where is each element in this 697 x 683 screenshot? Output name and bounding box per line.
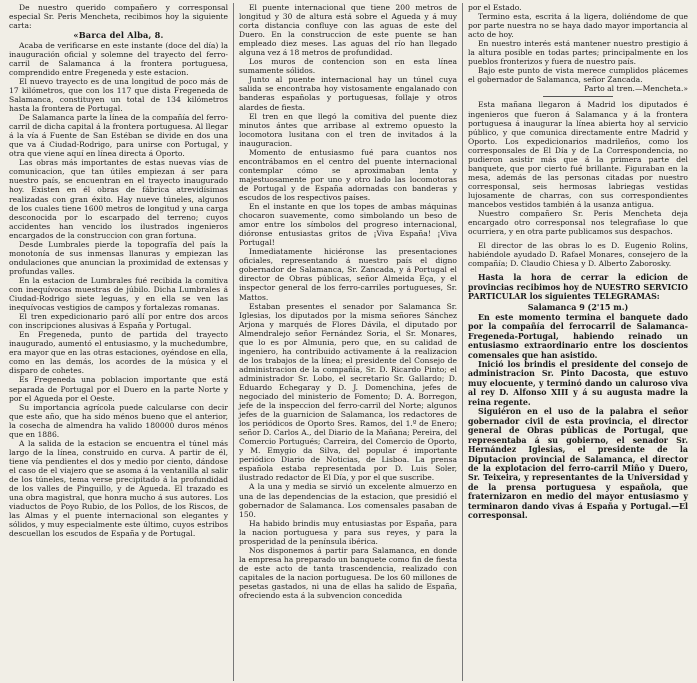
article-paragraph: El director de las obras lo es D. Eugenio Rolins, habiéndole ayudado D. Rafael Monares, consejero de la compañía; D. Claudio Chiesa y D. Alberto Zaborosky. — [468, 241, 688, 269]
article-paragraph: por el Estado. — [468, 3, 522, 12]
letter-dateline: «Barca del Alba, 8. — [73, 30, 164, 41]
intro-paragraph: De nuestro querido compañero y corresponsal especial Sr. Peris Mencheta, recibimos hoy la siguiente carta: — [9, 3, 228, 31]
article-paragraph: Nuestro compañero Sr. Peris Mencheta deja encargado otro corresponsal nos telegrafiase lo que ocurriera, y en otra parte publicamos sus despachos. — [468, 209, 688, 237]
column-2 — [233, 3, 462, 681]
article-paragraph: En el instante en que los topes de ambas máquinas chocaron suavemente, como simbolando un beso de amor entre los símbolos del progreso internacional, dióronse entusiastas gritos de ¡Viva España! ¡Viva Portugal! — [239, 202, 457, 248]
section-divider — [543, 96, 613, 97]
article-paragraph: Acaba de verificarse en este instante (doce del día) la inauguración oficial y solemne del trayecto del ferro-carril de Salamanca á la frontera portuguesa, comprendido entre Fregeneda y este estacion. — [9, 40, 228, 77]
article-paragraph: Junto al puente internacional hay un túnel cuya salida se encontraba hoy vistosamente engalanado con banderas españolas y portuguesas, follaje y otros alardes de fiesta. — [239, 75, 457, 112]
telegram-dateline: Salamanca 9 (2'15 m.) — [527, 301, 629, 312]
article-paragraph: Esta mañana llegaron á Madrid los diputados é ingenieros que fueron á Salamanca y á la frontera portuguesa á inaugurar la línea abierta hoy al servicio público, y que comunica directamente entre Madrid y Oporto. Los expedicionarios madrileños, como los corresponsales de El Día y de La Correspondencia, no pudieron asistir más que á la primera parte del banquete, que por cierto fué brillante. Figuraban en la mesa, además de las personas citadas por nuestro corresponsal, seis hermosas labriegas vestidas lujosamente de charras, con sus correspondientes mancebos vestidos también á la usanza antigua. — [468, 100, 688, 209]
article-paragraph: A la salida de la estacion se encuentra el túnel más largo de la línea, construido en curva. A partir de él, tiene vía pendientes el dos y medio por ciento, dándose el caso de el viajero que se asoma á la ventanilla al salir de los túneles, tema verse precipitado á la profundidad de los valles de Pinguillo, y de Agueda. El trazado es una obra magistral, que honra mucho á sus autores. Los viaductos de Poyo Rubio, de los Pollos, de los Riscos, de las Almas y el puente internacional son elegantes y sólidos, y muy especialmente este último, cuyos estribos descuellan los escudos de España y de Portugal. — [9, 438, 228, 539]
article-paragraph: Desde Lumbrales pierde la topografía del país la monotonía de sus inmensas llanuras y empiezan las ondulaciones que anuncian la proximidad de extensas y profundas valles. — [9, 239, 228, 276]
telegram-paragraph: Inició los brindis el presidente del consejo de administracion Sr. Pinto Dacosta, que estuvo muy elocuente, y terminó dando un caluroso viva al rey D. Alfonso XIII y á su augusta madre la reina regente. — [468, 359, 688, 407]
article-paragraph: Momento de entusiasmo fué para cuantos nos encontrábamos en el centro del puente internacional contemplar cómo se aproximaban lenta y majestuosamente por uno y otro lado las locomotoras de Portugal y de España adornadas con banderas y escudos de los respectivos países. — [239, 147, 457, 202]
column-1 — [4, 3, 233, 681]
article-paragraph: De Salamanca parte la línea de la compañía del ferro-carril de dicha capital á la frontera portuguesa. Al llegar á la vía á Fuente de San Estéban se divide en dos una que va á Ciudad-Rodrigo, para unirse con Portugal, y otra que viene aquí en línea directa á Oporto. — [9, 113, 228, 159]
article-paragraph: En Fregeneda, punto de partida del trayecto inaugurado, aumentó el entusiasmo, y la muchedumbre, era mayor que en las otras estaciones, oyéndose en ella, como en las demás, los acordes de la música y el disparo de cohetes. — [9, 330, 228, 376]
article-paragraph: Ha habido brindis muy entusiastas por España, para la nacion portuguesa y para sus reyes, y para la prosperidad de la península ibérica. — [239, 518, 457, 546]
article-paragraph: Las obras más importantes de estas nuevas vías de comunicacion, que tan útiles empiezan á ser para nuestro país, se encuentran en el trayecto inaugurado hoy. Existen en él obras de fábrica atrevidísimas realizadas con gran éxito. Hay nueve túneles, algunos de los cuales tiene 1600 metros de longitud y una carga desconocida por lo escarpado del terreno; cuyos accidentes han vencido los ilustrados ingenieros encargados de la construccion con gran fortuna. — [9, 158, 228, 240]
telegram-paragraph: En este momento termina el banquete dado por la compañía del ferrocarril de Salamanca-Fregeneda-Portugal, habiendo reinado un entusiasmo extraordinario entre los doscientos comensales que han asistido. — [468, 312, 688, 360]
article-paragraph: En nuestro interés está mantener nuestro prestigio á la altura posible en todas partes; principalmente en los pueblos fronterizos y fuera de nuestro país. — [468, 39, 688, 67]
article-paragraph: En la estacion de Lumbrales fué recibida la comitiva con inequívocas muestras de júbilo. Dicha Lumbrales á Ciudad-Rodrigo siete leguas, y en ella se ven las inequívocas vestigios de campos y fortalezas romanas. — [9, 275, 228, 313]
article-paragraph: Termino esta, escrita á la ligera, doliéndome de que por parte nuestra no se haya dado mayor importancia al acto de hoy. — [468, 12, 688, 40]
telegram-paragraph: Siguiéron en el uso de la palabra el señor gobernador civil de esta provincia, el director general de Obras públicas de Portugal, que representaba á su gobierno, el senador Sr. Hernández Iglesias, el presidente de la Diputacion provincial de Salamanca, el director de la explotacion del ferro-carril Miño y Duero, Sr. Teixeira, y representantes de la Universidad y de la prensa portuguesa y española, que fraternizaron en medio del mayor entusiasmo y terminaron dando vivas á España y Portugal.—El corresponsal. — [468, 407, 688, 521]
column-3 — [462, 3, 693, 681]
article-paragraph: El nuevo trayecto es de una longitud de poco más de 17 kilómetros, que con los 117 que dista Fregeneda de Salamanca, constituyen un total de 134 kilómetros hasta la frontera de Portugal. — [9, 76, 228, 114]
article-paragraph: Su importancia agrícola puede calcularse con decir que este año, que ha sido ménos bueno que el anterior, la cosecha de almendra ha valido 180000 duros ménos que en 1886. — [9, 402, 228, 439]
article-paragraph: El tren en que llegó la comitiva del puente diez minutos ántes que arribase al extremo opuesto la locomotora lusitana con el tren de invitados á la inauguracion. — [239, 111, 457, 148]
article-paragraph: Estaban presentes el senador por Salamanca Sr. Iglesias, los diputados por la misma señores Sánchez Arjona y marqués de Flores Dávila, el diputado por Almendralejo señor Fernández Soria, el Sr. Monares, que lo es por Almunia, pero que, en su calidad de ingeniero, ha contribuido activamente á la realizacion de los trabajos de la línea; el presidente del Consejo de administracion de la compañía, Sr. D. Ricardo Pinto; el administrador Sr. Lobo, el secretario Sr. Gallardo; D. Eduardo Echegaray y D. J. Domenchina, jefes de negociado del ministerio de Fomento; D. A. Borregon, jefe de la inspeccion del ferro-carril del Norte; algunos jefes de la guarnicion de Salamanca, los redactores de los periódicos de Oporto Sres. Ramos, del 1.º de Enero; señor D. Carlos A., del Diario de la Mañana; Pereira, del Comercio Portugués; Carreira, del Comercio de Oporto, y M. Emygio da Silva, del popular é importante periódico Diario de Noticias, de Lisboa. La prensa española estaba representada por D. Luis Soler, ilustrado redactor de El Día, y por el que suscribe. — [239, 301, 457, 483]
article-paragraph: El tren expedicionario paró allí por entre dos arcos con inscripciones alusivas á España y Portugal. — [9, 312, 228, 331]
signature-line: Parto al tren.—Mencheta.» — [584, 84, 688, 94]
article-paragraph: Nos disponemos á partir para Salamanca, en donde la empresa ha preparado un banquete como fin de fiesta de este acto de tanta trascendencia, realizado con capitales de la nacion portuguesa. De los 60 millones de pesetas gastados, ni una de ellas ha salido de España, ofreciendo esta á la subvencion concedida — [239, 545, 457, 601]
article-paragraph: Bajo este punto de vista merece cumplidos plácemes el gobernador de Salamanca, señor Zancada. — [468, 66, 688, 85]
article-paragraph: Inmediatamente hiciéronse las presentaciones oficiales, representando á nuestro país el digno gobernador de Salamanca, Sr. Zancada, y á Portugal el director de Obras públicas, señor Almeida Eça, y el inspector general de los ferro-carriles portugueses, Sr. Mattos. — [239, 247, 457, 302]
article-paragraph: Los muros de contencion son en esta línea sumamente sólidos. — [239, 57, 457, 76]
article-paragraph: A la una y media se sirvió un excelente almuerzo en una de las dependencias de la estacion, que presidió el gobernador de Salamanca. Los comensales pasaban de 150. — [239, 482, 457, 519]
telegram-intro: Hasta la hora de cerrar la edicion de provincias recibimos hoy de NUESTRO SERVICIO PARTICULAR los siguientes TELEGRAMAS: — [468, 273, 688, 302]
article-paragraph: Es Fregeneda una poblacion importante que está separada de Portugal por el Duero en la parte Norte y por el Agueda por el Oeste. — [9, 375, 228, 403]
article-paragraph: El puente internacional que tiene 200 metros de longitud y 30 de altura está sobre el Agueda y á muy corta distancia confluye con las aguas de este del Duero. En la construccion de este puente se han empleado diez meses. Las aguas del río han llegado alguna vez á 18 metros de profundidad. — [239, 3, 457, 58]
